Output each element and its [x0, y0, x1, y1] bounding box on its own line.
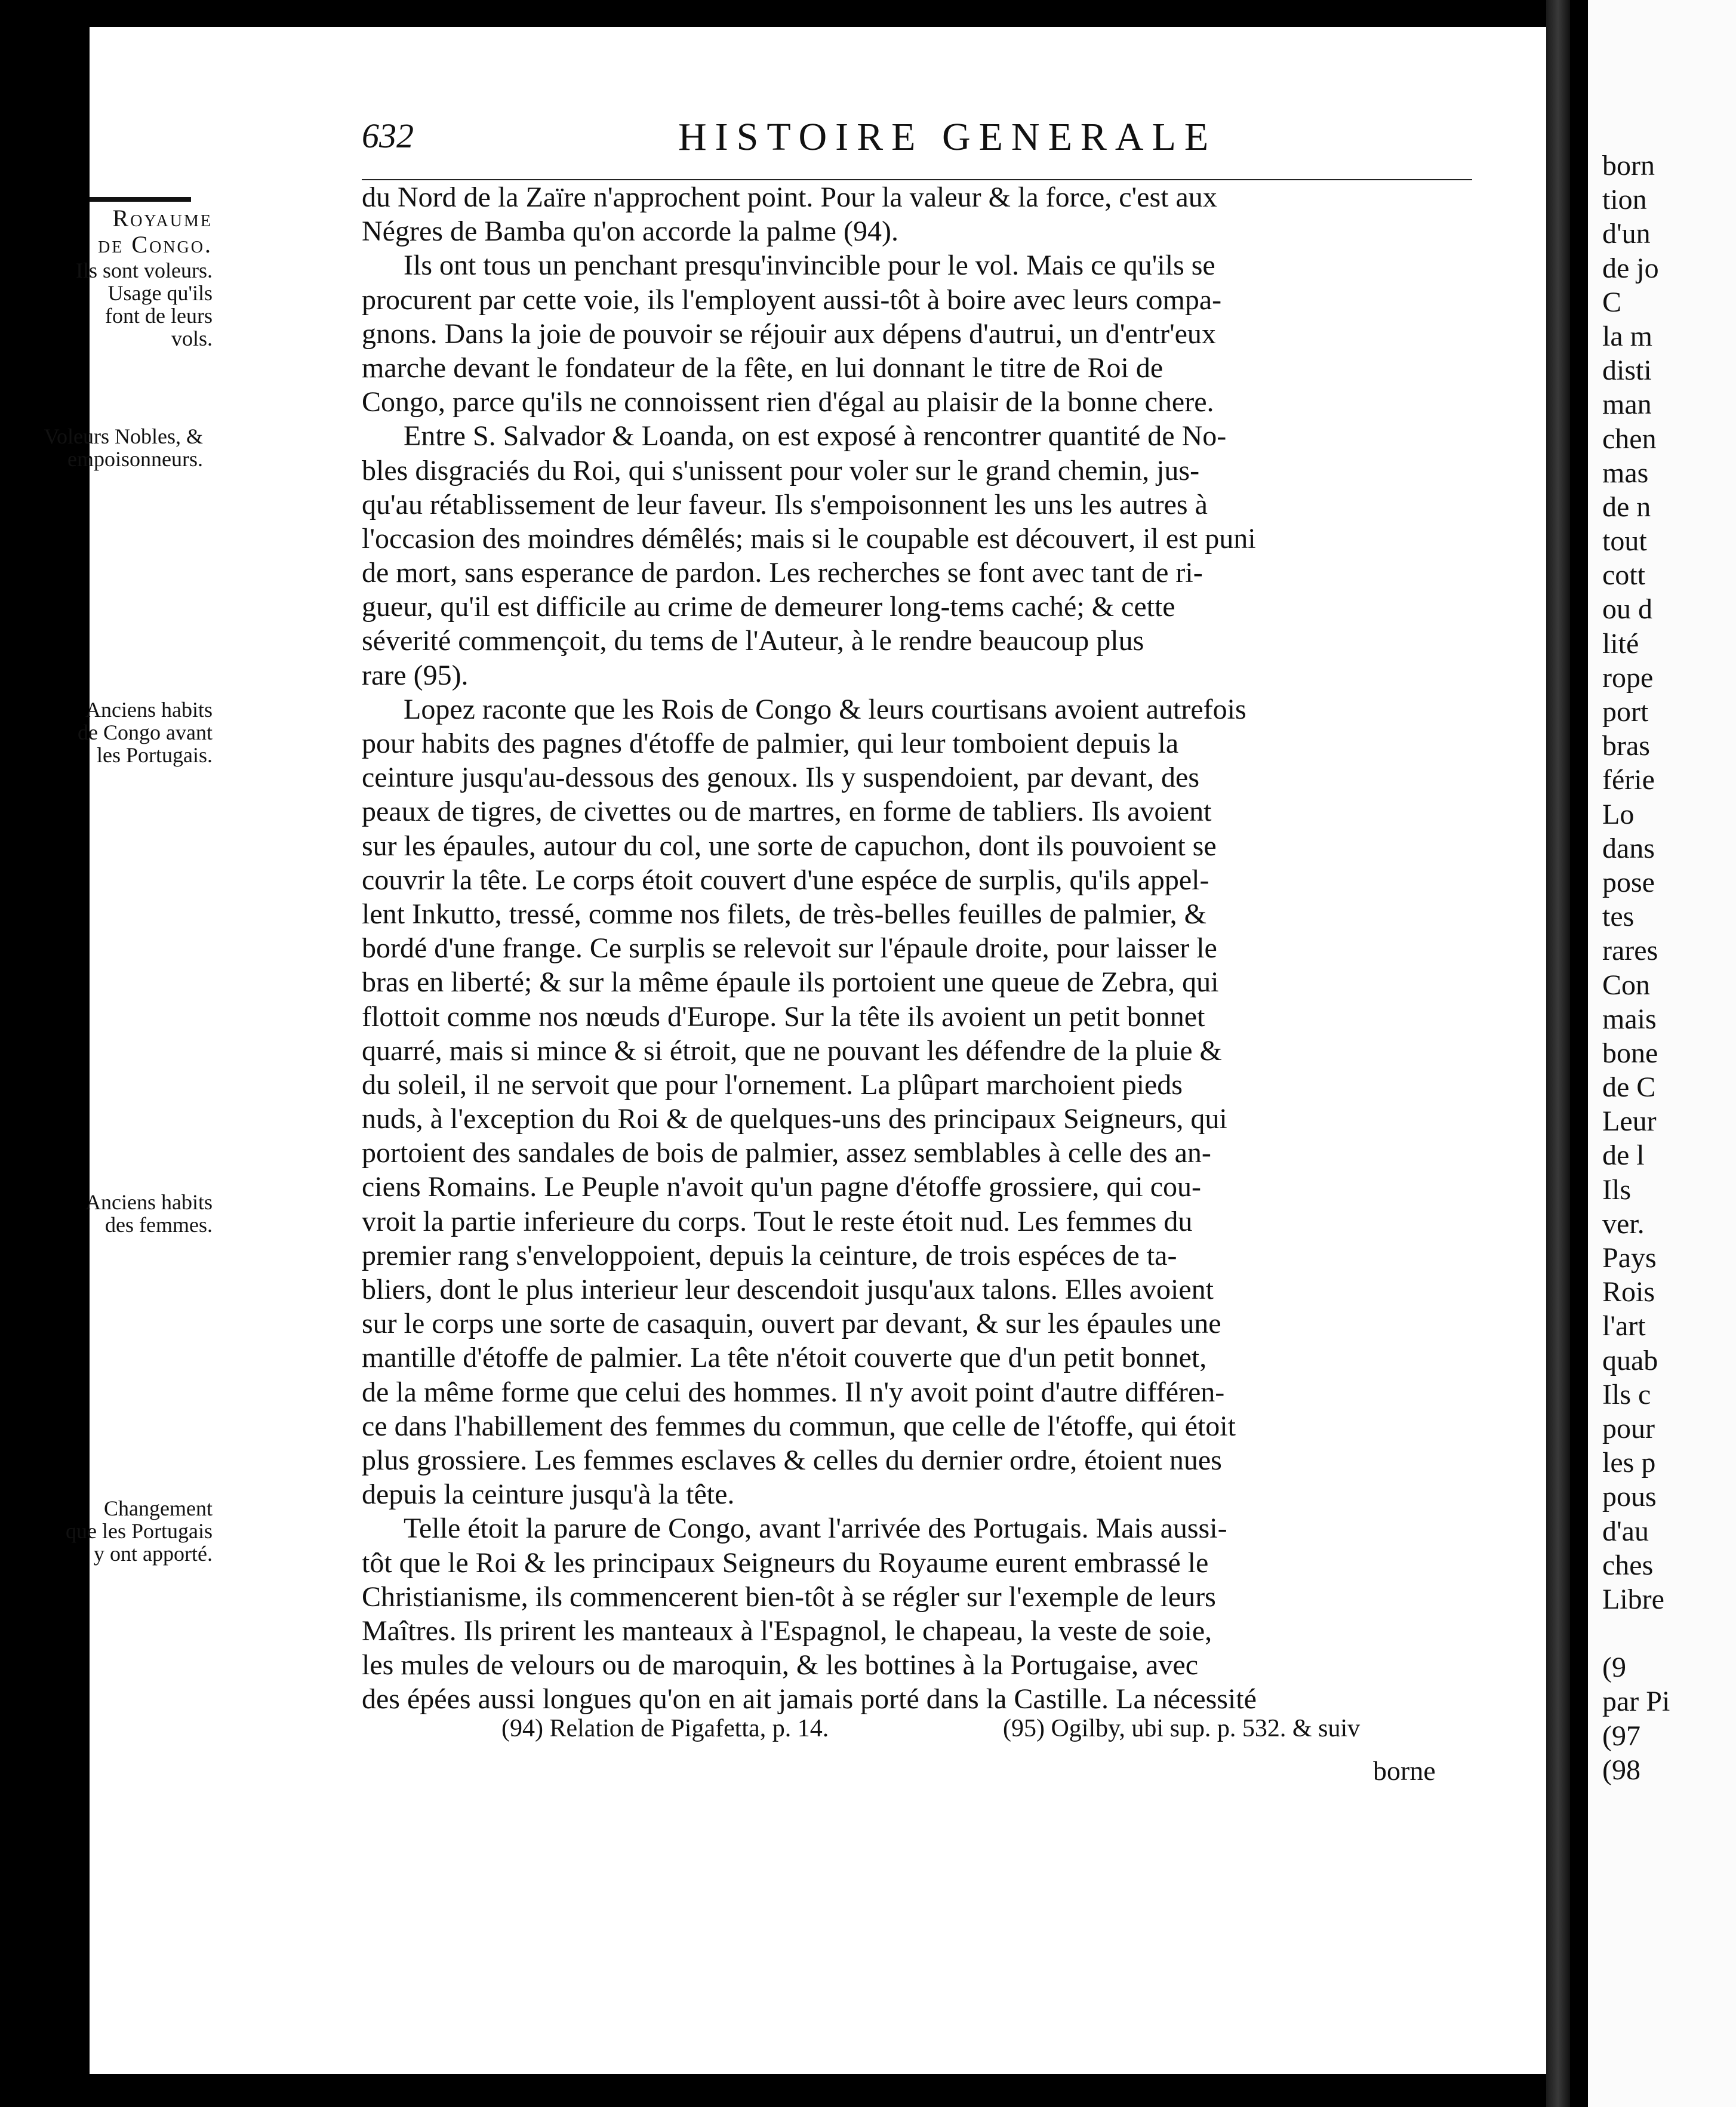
text-line: des épées aussi longues qu'on en ait jamais porté dans la Castille. La nécessité — [362, 1683, 1257, 1715]
text-line: quarré, mais si mince & si étroit, que ne pouvant les défendre de la pluie & — [362, 1034, 1222, 1067]
facing-line: ches — [1602, 1549, 1654, 1581]
facing-line: (9 — [1602, 1652, 1626, 1684]
facing-line: tes — [1602, 901, 1635, 933]
facing-line: la m — [1602, 320, 1652, 352]
facing-line: férie — [1602, 764, 1655, 796]
facing-line: les p — [1602, 1447, 1656, 1479]
text-line: de mort, sans esperance de pardon. Les recherches se font avec tant de ri- — [362, 557, 1203, 589]
text-line: bras en liberté; & sur la même épaule ils portoient une queue de Zebra, qui — [362, 966, 1219, 999]
facing-line: bone — [1602, 1037, 1658, 1069]
facing-line: pour — [1602, 1412, 1655, 1444]
facing-line: chen — [1602, 423, 1657, 455]
facing-page — [1588, 0, 1736, 2107]
facing-line: de n — [1602, 491, 1651, 523]
text-line: Lopez raconte que les Rois de Congo & leurs courtisans avoient autrefois — [404, 693, 1246, 725]
text-line: Ils ont tous un penchant presqu'invincible pour le vol. Mais ce qu'ils se — [404, 249, 1215, 282]
text-line: depuis la ceinture jusqu'à la tête. — [362, 1478, 735, 1511]
text-line: rare (95). — [362, 659, 469, 691]
facing-line: mais — [1602, 1003, 1657, 1035]
text-line: du Nord de la Zaïre n'approchent point. Pour la valeur & la force, c'est aux — [362, 181, 1217, 213]
text-line: séverité commençoit, du tems de l'Auteur, à le rendre beaucoup plus — [362, 625, 1144, 657]
text-line: peaux de tigres, de civettes ou de martres, en forme de tabliers. Ils avoient — [362, 796, 1212, 828]
text-line: bliers, dont le plus interieur leur descendoit jusqu'aux talons. Elles avoient — [362, 1274, 1214, 1305]
facing-line: port — [1602, 696, 1649, 728]
text-line: mantille d'étoffe de palmier. La tête n'étoit couverte que d'un petit bonnet, — [362, 1342, 1207, 1374]
facing-line: l'art — [1602, 1310, 1646, 1342]
facing-line: Leur — [1602, 1105, 1657, 1138]
text-line: Négres de Bamba qu'on accorde la palme (94). — [362, 215, 898, 248]
text-line: vroit la partie inferieure du corps. Tout le reste étoit nud. Les femmes du — [362, 1205, 1193, 1237]
facing-line: quab — [1602, 1344, 1658, 1376]
facing-line: Pays — [1602, 1242, 1657, 1274]
facing-line: disti — [1602, 355, 1652, 387]
facing-line: Lo — [1602, 798, 1635, 830]
facing-line: Rois — [1602, 1276, 1655, 1308]
text-line: Christianisme, ils commencerent bien-tôt à se régler sur l'exemple de leurs — [362, 1581, 1216, 1613]
sidenote-section-title: Royaume de Congo. — [98, 205, 213, 258]
facing-line: bras — [1602, 730, 1650, 762]
facing-line: rope — [1602, 661, 1654, 694]
sidenote-anciens-habits-femmes: Anciens habits des femmes. — [85, 1190, 213, 1237]
sidenote-anciens-habits-congo: Anciens habits de Congo avant les Portugais. — [78, 698, 213, 767]
text-line: gueur, qu'il est difficile au crime de demeurer long-tems caché; & cette — [362, 591, 1175, 623]
facing-line: pose — [1602, 866, 1655, 898]
running-title: HISTOIRE GENERALE — [678, 115, 1217, 159]
facing-line: d'un — [1602, 218, 1651, 250]
text-line: Entre S. Salvador & Loanda, on est exposé à rencontrer quantité de No- — [404, 420, 1227, 452]
facing-line: de C — [1602, 1071, 1656, 1104]
text-line: bles disgraciés du Roi, qui s'unissent pour voler sur le grand chemin, jus- — [362, 454, 1200, 486]
text-line: l'occasion des moindres démêlés; mais si le coupable est découvert, il est puni — [362, 522, 1256, 555]
facing-line: de jo — [1602, 252, 1659, 284]
text-line: procurent par cette voie, ils l'employent aussi-tôt à boire avec leurs compa- — [362, 284, 1222, 316]
text-line: ciens Romains. Le Peuple n'avoit qu'un pagne d'étoffe grossiere, qui cou- — [362, 1171, 1202, 1203]
footnote-94: (94) Relation de Pigafetta, p. 14. — [501, 1715, 829, 1742]
facing-line: Ils c — [1602, 1378, 1651, 1410]
text-line: pour habits des pagnes d'étoffe de palmier, qui leur tomboient depuis la — [362, 728, 1179, 759]
text-line: nuds, à l'exception du Roi & de quelques-uns des principaux Seigneurs, qui — [362, 1103, 1227, 1135]
text-line: premier rang s'enveloppoient, depuis la ceinture, de trois espéces de ta- — [362, 1239, 1177, 1271]
sidenote-voleurs: Ils sont voleurs. Usage qu'ils font de leurs vols. — [76, 258, 213, 350]
facing-line: rares — [1602, 935, 1658, 967]
text-line: sur les épaules, autour du col, une sorte de capuchon, dont ils pouvoient se — [362, 830, 1217, 862]
text-line: plus grossiere. Les femmes esclaves & celles du dernier ordre, étoient nues — [362, 1444, 1222, 1476]
text-line: qu'au rétablissement de leur faveur. Ils s'empoisonnent les uns les autres à — [362, 488, 1208, 520]
facing-line: Con — [1602, 969, 1651, 1001]
facing-line: ver. — [1602, 1207, 1645, 1240]
facing-page-text — [1588, 149, 1670, 1788]
text-line: tôt que le Roi & les principaux Seigneurs du Royaume eurent embrassé le — [362, 1547, 1209, 1579]
facing-line: (97 — [1602, 1720, 1640, 1752]
facing-line: lité — [1602, 627, 1639, 660]
facing-line: pous — [1602, 1481, 1657, 1513]
text-line: du soleil, il ne servoit que pour l'ornement. La plûpart marchoient pieds — [362, 1068, 1183, 1101]
facing-line: C — [1602, 286, 1622, 318]
text-line: Maîtres. Ils prirent les manteaux à l'Espagnol, le chapeau, la veste de soie, — [362, 1615, 1212, 1647]
page-header — [362, 96, 1472, 173]
footnote-95: (95) Ogilby, ubi sup. p. 532. & suiv — [1003, 1715, 1361, 1742]
sidenote-voleurs-nobles: Voleurs Nobles, & empoisonneurs. — [44, 424, 203, 471]
facing-line: mas — [1602, 457, 1649, 489]
text-line: les mules de velours ou de maroquin, & les bottines à la Portugaise, avec — [362, 1649, 1198, 1681]
page-number: 632 — [362, 116, 414, 155]
facing-line: ou d — [1602, 593, 1652, 626]
facing-line — [1588, 1617, 1670, 1651]
facing-line: d'au — [1602, 1515, 1649, 1547]
text-line: Telle étoit la parure de Congo, avant l'arrivée des Portugais. Mais aussi- — [404, 1513, 1227, 1545]
facing-line: cott — [1602, 559, 1645, 592]
facing-line: man — [1602, 389, 1652, 421]
margin-rule — [90, 197, 191, 202]
facing-line: tout — [1602, 525, 1647, 557]
facing-line: Libre — [1602, 1583, 1664, 1615]
sidenote-changement: Changement que les Portugais y ont apporté. — [66, 1496, 213, 1566]
facing-line: tion — [1602, 184, 1647, 216]
text-line: lent Inkutto, tressé, comme nos filets, de très-belles feuilles de palmier, & — [362, 898, 1207, 930]
text-line: ce dans l'habillement des femmes du commun, que celle de l'étoffe, qui étoit — [362, 1410, 1236, 1442]
text-line: ceinture jusqu'au-dessous des genoux. Ils y suspendoient, par devant, des — [362, 762, 1200, 794]
book-gutter — [1546, 0, 1570, 2107]
text-line: sur le corps une sorte de casaquin, ouvert par devant, & sur les épaules une — [362, 1308, 1221, 1340]
facing-line: born — [1602, 150, 1655, 181]
text-line: gnons. Dans la joie de pouvoir se réjouir aux dépens d'autrui, un d'entr'eux — [362, 318, 1216, 350]
facing-line: par Pi — [1602, 1686, 1670, 1718]
body-text — [362, 180, 1472, 1716]
text-line: portoient des sandales de bois de palmier, assez semblables à celle des an- — [362, 1137, 1211, 1169]
footnotes — [394, 1714, 1469, 1756]
facing-line: dans — [1602, 832, 1655, 864]
catchword: borne — [1373, 1755, 1436, 1786]
text-line: bordé d'une frange. Ce surplis se relevoit sur l'épaule droite, pour laisser le — [362, 932, 1217, 965]
text-line: flottoit comme nos nœuds d'Europe. Sur la tête ils avoient un petit bonnet — [362, 1000, 1205, 1033]
facing-line: (98 — [1602, 1754, 1640, 1786]
text-line: couvrir la tête. Le corps étoit couvert d'une espéce de surplis, qu'ils appel- — [362, 864, 1209, 896]
text-line: Congo, parce qu'ils ne connoissent rien d'égal au plaisir de la bonne chere. — [362, 386, 1214, 418]
text-line: de la même forme que celui des hommes. Il n'y avoit point d'autre différen- — [362, 1376, 1225, 1408]
text-line: marche devant le fondateur de la fête, en lui donnant le titre de Roi de — [362, 352, 1164, 384]
facing-line: Ils — [1602, 1173, 1631, 1206]
facing-line: de l — [1602, 1139, 1645, 1172]
